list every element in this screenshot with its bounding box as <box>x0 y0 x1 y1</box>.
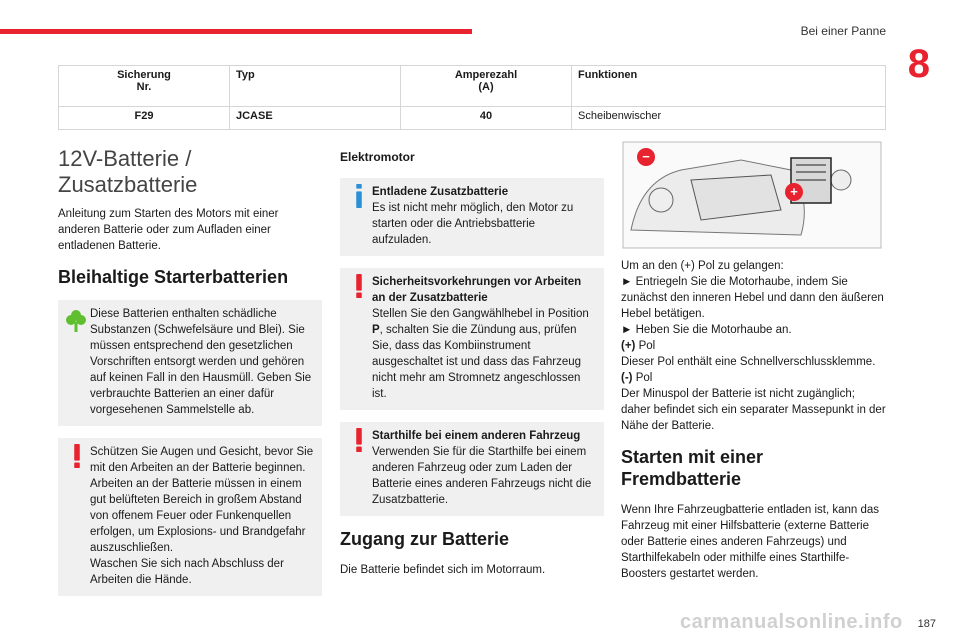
access-step-2: ► Heben Sie die Motorhaube an. <box>621 324 792 336</box>
warning-text-2: Arbeiten an der Batterie müssen in einem gut belüfteten Bereich in großem Abstand von offenem Feuer oder Funkenquellen erfolgen, um Explosions- und Brandgefahr auszuschließen. <box>90 478 306 554</box>
jump-start-heading: Starten mit einer Fremdbatterie <box>621 447 764 489</box>
section-title: Bei einer Panne <box>800 24 886 38</box>
engine-bay-illustration <box>621 140 883 250</box>
cell-type: JCASE <box>230 107 401 130</box>
jump-start-text: Verwenden Sie für die Starthilfe bei einem anderen Fahrzeug oder zum Laden der Batterie eines anderen Fahrzeugs nicht die Zusatzbatterie. <box>372 446 592 506</box>
plus-pole-text: Dieser Pol enthält eine Schnellverschlussklemme. <box>621 356 876 368</box>
environment-note-text: Diese Batterien enthalten schädliche Substanzen (Schwefelsäure und Blei). Sie müssen entsprechend den gesetzlichen Vorschriften entsorgt werden und gehören auf keinen Fall in den Hausmüll. Geben Sie verbrauchte Batterien an einer dafür vorgesehenen Sammelstelle ab. <box>90 308 312 416</box>
safety-text-before: Stellen Sie den Gangwählhebel in Position <box>372 308 589 320</box>
jump-start-title: Starthilfe bei einem anderen Fahrzeug <box>372 430 581 442</box>
recycle-tree-icon <box>66 308 86 334</box>
minus-terminal-label: − <box>642 149 650 164</box>
warning-exclamation-icon <box>72 444 82 468</box>
battery-title: 12V-Batterie / Zusatzbatterie <box>58 146 198 197</box>
header-amperage: Amperezahl (A) <box>401 66 572 107</box>
plus-terminal-label: + <box>790 184 798 199</box>
plus-pole-label: (+) Pol <box>621 340 656 352</box>
safety-precautions-title: Sicherheitsvorkehrungen vor Arbeiten an der Zusatzbatterie <box>372 276 582 304</box>
cell-fuse: F29 <box>59 107 230 130</box>
jump-start-description: Wenn Ihre Fahrzeugbatterie entladen ist, kann das Fahrzeug mit einer Hilfsbatterie (externe Batterie oder Batterie eines anderen Fahrzeugs) und Starthilfekabeln oder mithilfe eines Starthilfe-Boosters gestartet werden. <box>621 504 880 580</box>
warning-exclamation-icon <box>354 274 364 298</box>
cell-function: Scheibenwischer <box>572 107 886 130</box>
lead-battery-heading: Bleihaltige Starterbatterien <box>58 267 289 287</box>
jump-start-warning-box <box>340 422 604 516</box>
info-icon <box>354 184 364 208</box>
info-box-aux-battery <box>340 178 604 256</box>
access-intro: Um an den (+) Pol zu gelangen: <box>621 260 784 272</box>
column-right <box>621 140 886 590</box>
electric-motor-subheading: Elektromotor <box>340 150 415 164</box>
battery-intro: Anleitung zum Starten des Motors mit einer anderen Batterie oder zum Aufladen einer entladenen Batterie. <box>58 208 279 252</box>
fuse-table-header-row <box>59 66 886 107</box>
battery-access-heading: Zugang zur Batterie <box>340 529 510 549</box>
environment-note-box <box>58 300 322 426</box>
fuse-table <box>58 65 886 130</box>
safety-warning-box <box>58 438 322 596</box>
engine-bay-drawing <box>621 140 883 250</box>
info-box-text: Es ist nicht mehr möglich, den Motor zu starten oder die Antriebsbatterie aufzuladen. <box>372 202 574 246</box>
column-left <box>58 140 322 608</box>
table-row <box>59 107 886 130</box>
gear-position-p: P <box>372 324 380 336</box>
minus-pole-label: (-) Pol <box>621 372 653 384</box>
warning-text-3: Waschen Sie sich nach Abschluss der Arbeiten die Hände. <box>90 558 284 586</box>
header-type: Typ <box>230 66 401 107</box>
safety-text-after: , schalten Sie die Zündung aus, prüfen Sie, dass das Kombiinstrument ausgeschaltet ist und dass das Fahrzeug nicht mehr am Stromnetz angeschlossen ist. <box>372 324 582 400</box>
warning-exclamation-icon <box>354 428 364 452</box>
header-fuse-number: Sicherung Nr. <box>59 66 230 107</box>
access-step-1: ► Entriegeln Sie die Motorhaube, indem Sie zunächst den inneren Hebel und dann den äußeren Hebel betätigen. <box>621 276 884 320</box>
watermark: carmanualsonline.info <box>680 611 903 633</box>
header-accent-bar <box>0 29 472 34</box>
warning-text-1: Schützen Sie Augen und Gesicht, bevor Sie mit den Arbeiten an der Batterie beginnen. <box>90 446 314 474</box>
minus-pole-text: Der Minuspol der Batterie ist nicht zugänglich; daher befindet sich ein separater Massepunkt in der Nähe der Batterie. <box>621 388 886 432</box>
battery-access-text: Die Batterie befindet sich im Motorraum. <box>340 564 546 576</box>
column-middle <box>340 140 604 586</box>
header-functions: Funktionen <box>572 66 886 107</box>
chapter-number: 8 <box>907 42 930 86</box>
page-number: 187 <box>917 618 936 630</box>
cell-amperage: 40 <box>401 107 572 130</box>
info-box-title: Entladene Zusatzbatterie <box>372 186 509 198</box>
safety-precautions-box <box>340 268 604 410</box>
